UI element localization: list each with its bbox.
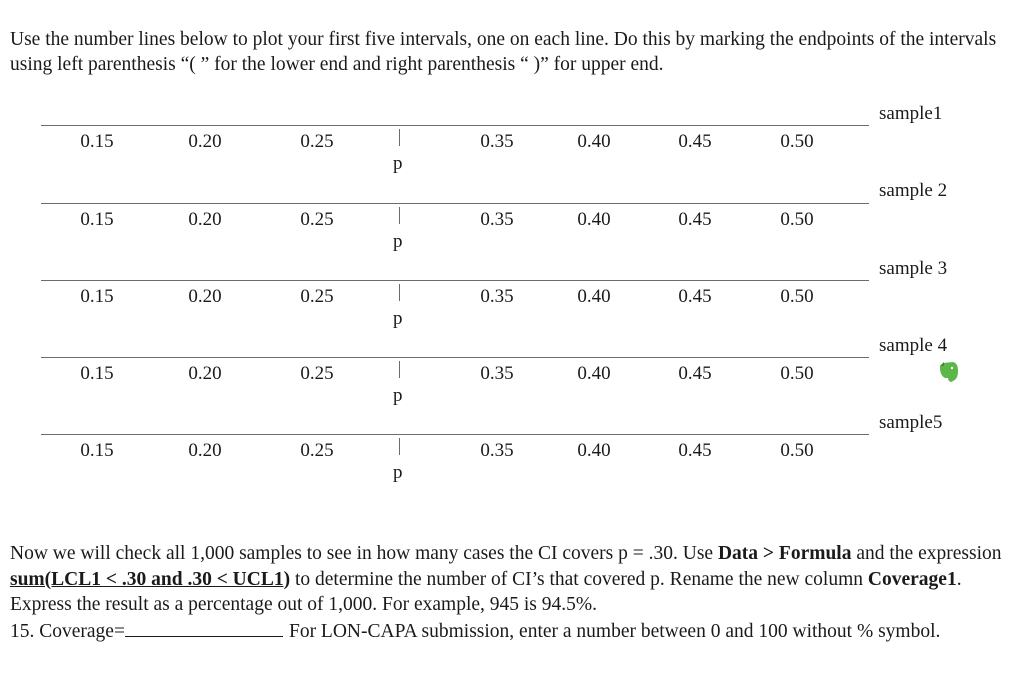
tick-label: 0.45 <box>678 209 712 230</box>
number-line[interactable] <box>41 125 869 126</box>
tick-label: 0.35 <box>480 286 514 307</box>
tick-label: 0.15 <box>80 286 114 307</box>
tick-label: 0.35 <box>480 131 514 152</box>
number-line[interactable] <box>41 434 869 435</box>
tick-label: 0.50 <box>780 209 814 230</box>
p-label: p <box>393 153 403 174</box>
sample-label: sample5 <box>879 412 943 433</box>
sample-row <box>0 180 1024 281</box>
sample-label: sample 3 <box>879 258 948 279</box>
tick-label: 0.35 <box>480 363 514 384</box>
p-marker <box>399 284 400 301</box>
p-label: p <box>393 231 403 252</box>
formula-expression: sum(LCL1 < .30 and .30 < UCL1) <box>10 568 291 590</box>
tick-label: 0.20 <box>188 286 222 307</box>
tick-label: 0.25 <box>300 440 334 461</box>
tick-label: 0.40 <box>577 131 611 152</box>
tick-label: 0.15 <box>80 131 114 152</box>
bottom-text-part2: and the expression <box>851 543 1002 564</box>
p-label: p <box>393 462 403 483</box>
question-note: For LON-CAPA submission, enter a number between 0 and 100 without % symbol. <box>288 620 941 642</box>
tick-label: 0.35 <box>480 209 514 230</box>
sample-row <box>0 103 1024 203</box>
tick-label: 0.45 <box>678 131 712 152</box>
tick-label: 0.15 <box>80 209 114 230</box>
coverage-question <box>10 541 1015 644</box>
p-marker <box>399 361 400 378</box>
sample-row <box>0 335 1024 435</box>
tick-label: 0.15 <box>80 440 114 461</box>
coverage-answer-blank[interactable] <box>125 618 283 637</box>
sample-row <box>0 258 1024 358</box>
tick-label: 0.40 <box>577 363 611 384</box>
sample-label: sample1 <box>879 103 943 124</box>
sample-row <box>0 412 1024 512</box>
evernote-elephant-icon[interactable] <box>936 359 962 385</box>
bottom-text-part1: Now we will check all 1,000 samples to see in how many cases the CI covers p = .30. Use <box>10 543 718 564</box>
tick-label: 0.45 <box>678 440 712 461</box>
tick-label: 0.40 <box>577 286 611 307</box>
tick-label: 0.20 <box>188 131 222 152</box>
tick-label: 0.50 <box>780 440 814 461</box>
tick-label: 0.50 <box>780 286 814 307</box>
p-marker <box>399 438 400 455</box>
menu-path: Data > Formula <box>717 543 852 564</box>
p-label: p <box>393 308 403 329</box>
sample-label: sample 4 <box>879 335 948 356</box>
p-marker <box>399 129 400 146</box>
tick-label: 0.20 <box>188 363 222 384</box>
p-marker <box>399 207 400 224</box>
tick-label: 0.45 <box>678 363 712 384</box>
p-label: p <box>393 385 403 406</box>
tick-label: 0.50 <box>780 131 814 152</box>
tick-label: 0.25 <box>300 286 334 307</box>
bottom-text-part3: to determine the number of CI’s that covered p. Rename the new column <box>290 568 868 590</box>
number-line[interactable] <box>41 280 869 281</box>
tick-label: 0.25 <box>300 363 334 384</box>
tick-label: 0.20 <box>188 440 222 461</box>
tick-label: 0.40 <box>577 209 611 230</box>
number-line[interactable] <box>41 357 869 358</box>
tick-label: 0.15 <box>80 363 114 384</box>
bottom-text-part4: . Express the result as a percentage out of 1,000. For example, 945 is 94.5%. <box>10 568 962 615</box>
tick-label: 0.25 <box>300 131 334 152</box>
tick-label: 0.35 <box>480 440 514 461</box>
number-line[interactable] <box>41 203 869 204</box>
tick-label: 0.50 <box>780 363 814 384</box>
instructions-paragraph: Use the number lines below to plot your first five intervals, one on each line. Do this by marking the endpoints of the intervals using left parenthesis “( ” for the lower end and right parenthesis “ )” for upper end. <box>10 29 997 75</box>
sample-label: sample 2 <box>879 180 948 201</box>
tick-label: 0.25 <box>300 209 334 230</box>
tick-label: 0.20 <box>188 209 222 230</box>
tick-label: 0.45 <box>678 286 712 307</box>
column-name: Coverage1 <box>867 568 957 590</box>
tick-label: 0.40 <box>577 440 611 461</box>
question-label: 15. Coverage= <box>10 620 125 642</box>
